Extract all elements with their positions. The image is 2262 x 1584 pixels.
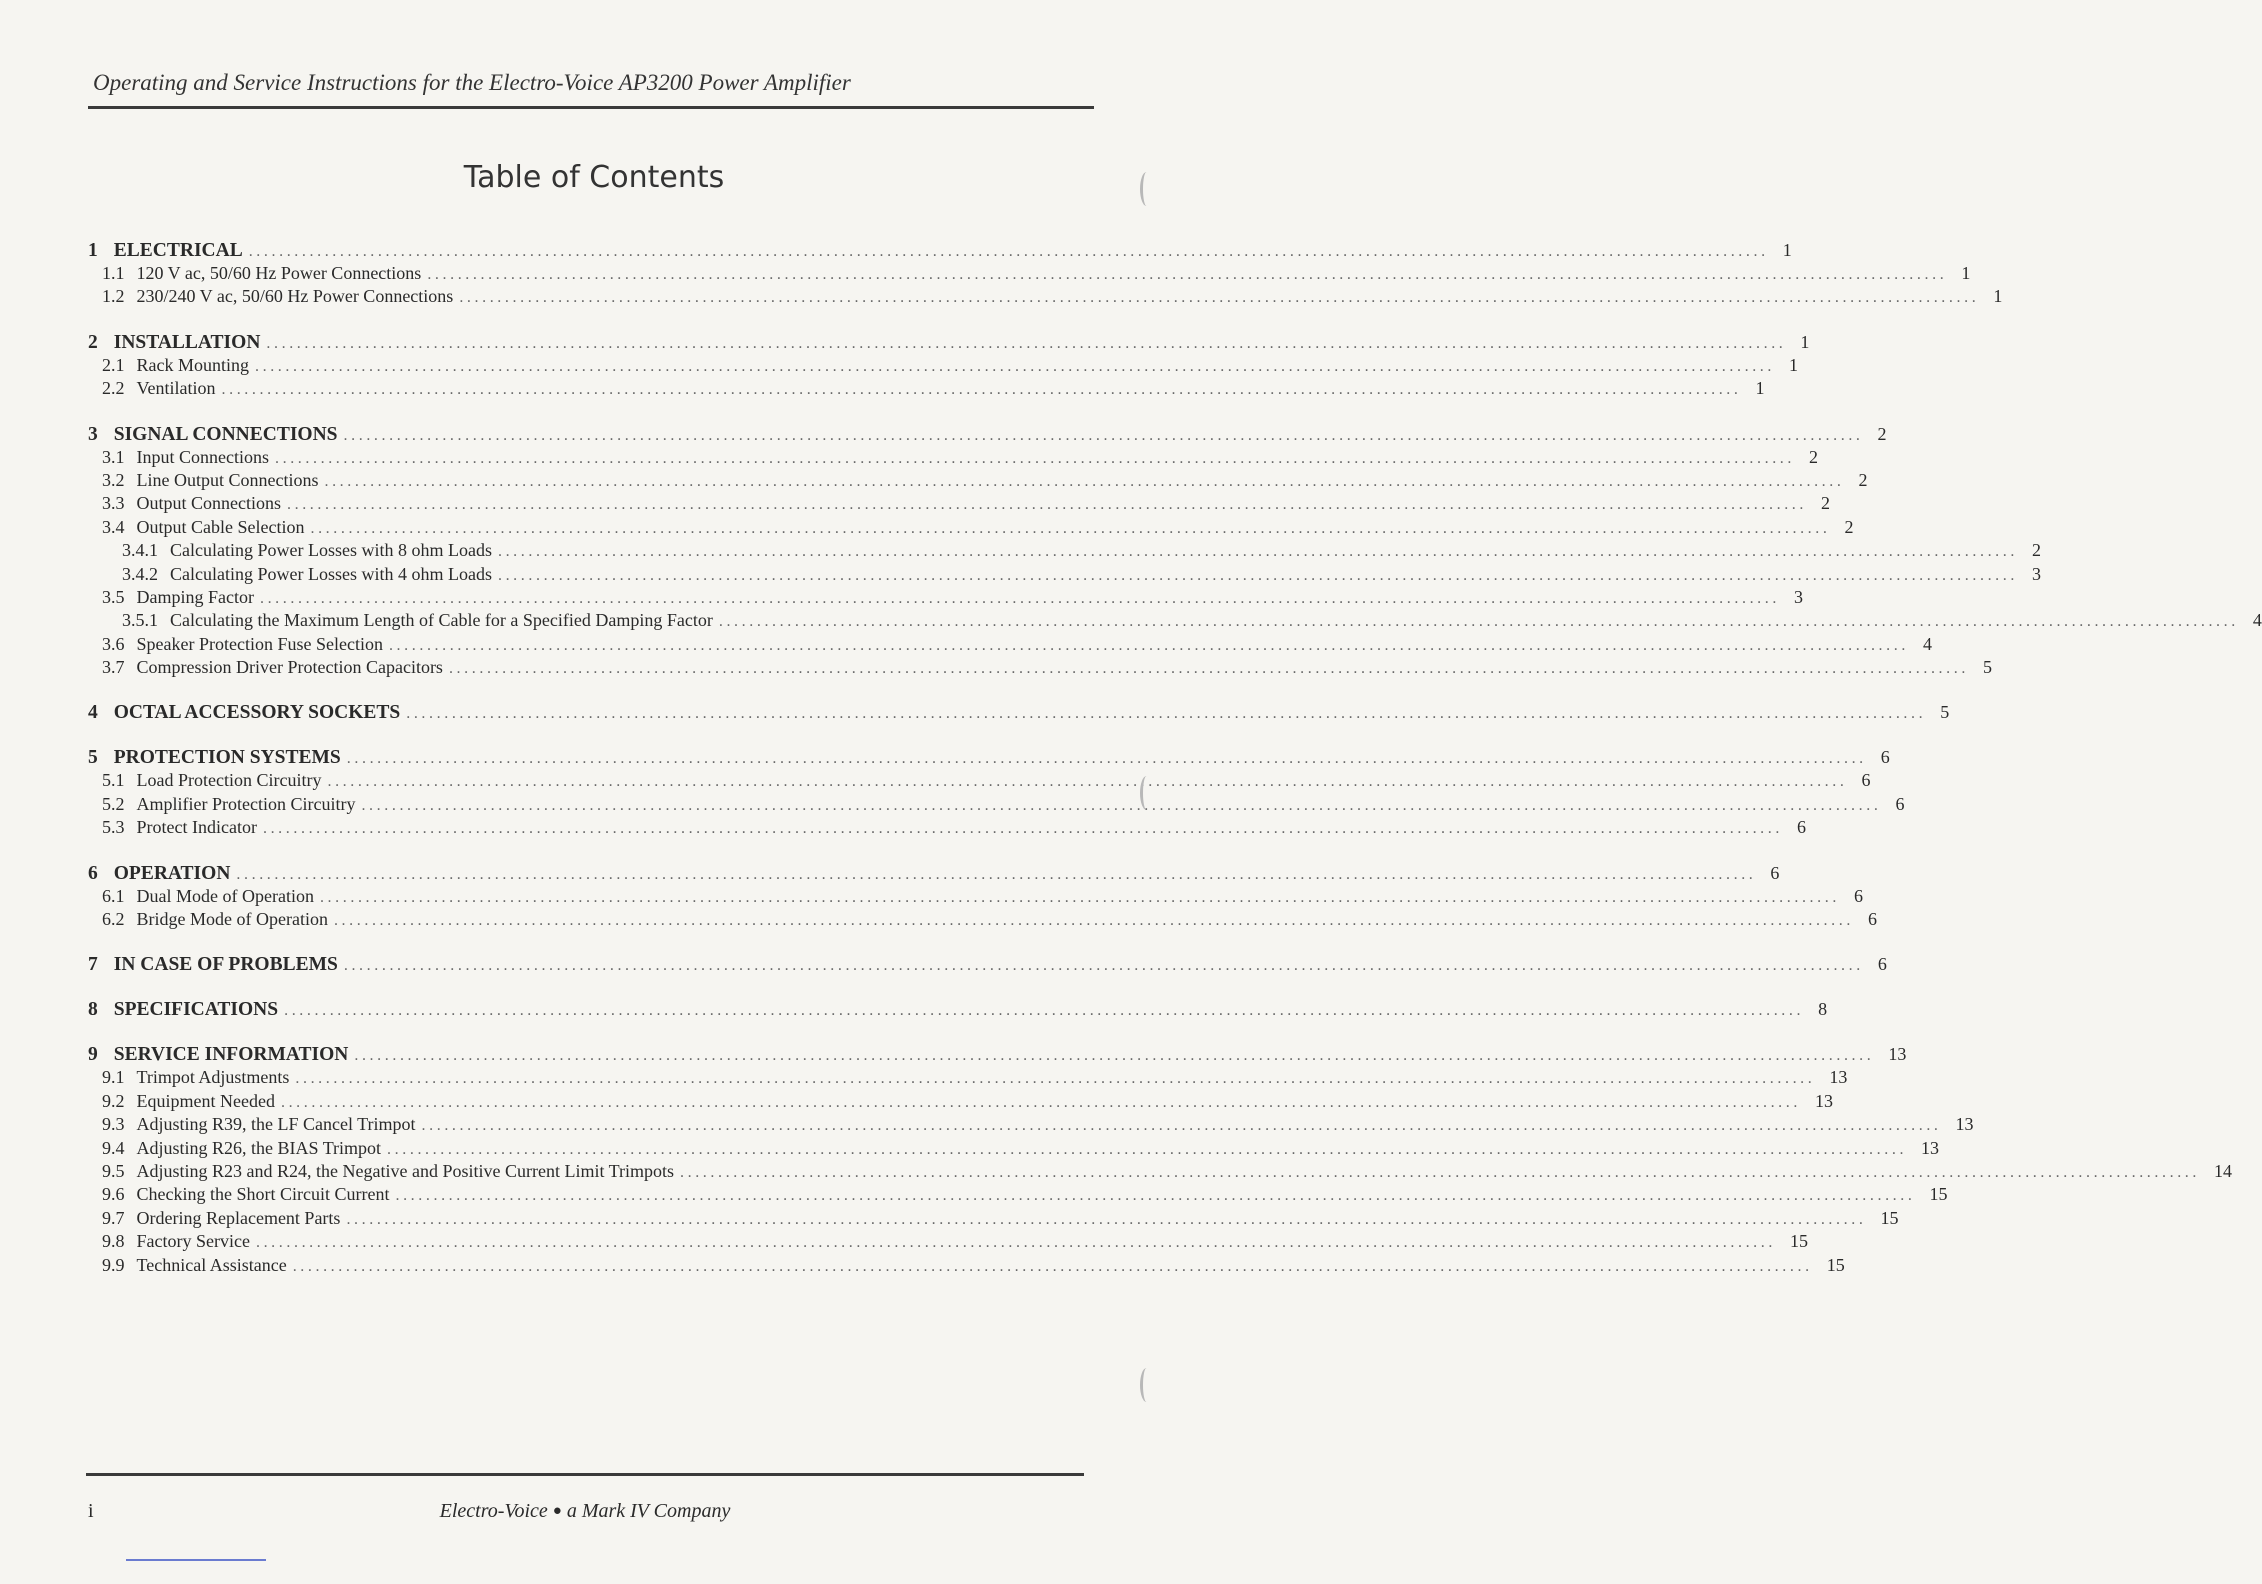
toc-entry-label: Damping Factor — [136, 586, 254, 607]
toc-entry-page: 15 — [1929, 1184, 1948, 1205]
toc-entry-number: 3.4.1 — [122, 540, 158, 561]
toc-entry-label: Protect Indicator — [136, 817, 257, 838]
toc-dot-leader: ........................................................................................................................................................................................................ — [388, 636, 1909, 654]
toc-section-heading — [88, 1042, 1907, 1066]
toc-entry-page: 1 — [1993, 286, 2003, 307]
toc-dot-leader: ........................................................................................................................................................................................................ — [448, 660, 1969, 678]
toc-entry-label: Line Output Connections — [136, 469, 319, 490]
toc-entry-page: 2 — [1858, 469, 1868, 490]
toc-entry-page: 4 — [2252, 610, 2262, 631]
toc-entry-page: 6 — [1880, 747, 1890, 768]
toc-entry-label: Calculating Power Losses with 8 ohm Loads — [170, 540, 492, 561]
toc-dot-leader: ........................................................................................................................................................................................................ — [459, 289, 1980, 307]
toc-entry-number: 3.5.1 — [122, 610, 158, 631]
toc-dot-leader: ........................................................................................................................................................................................................ — [346, 750, 1867, 768]
toc-entry-label: INSTALLATION — [113, 331, 261, 353]
toc-dot-leader: ........................................................................................................................................................................................................ — [292, 1257, 1813, 1275]
toc-dot-leader: ........................................................................................................................................................................................................ — [275, 449, 1795, 467]
toc-entry-page: 6 — [1853, 885, 1863, 906]
toc-entry-number: 9.1 — [102, 1067, 125, 1088]
toc-entry-label: OCTAL ACCESSORY SOCKETS — [113, 702, 401, 724]
toc-entry-label: Adjusting R26, the BIAS Trimpot — [136, 1137, 382, 1158]
toc-entry-number: 8 — [88, 999, 98, 1021]
toc-entry — [88, 1183, 1948, 1206]
toc-dot-leader: ........................................................................................................................................................................................................ — [262, 820, 1783, 838]
toc-dot-leader: ........................................................................................................................................................................................................ — [259, 589, 1780, 607]
toc-entry-number: 3.4 — [102, 516, 125, 537]
footer-company-right: a Mark IV Company — [566, 1500, 731, 1522]
toc-entry-label: Input Connections — [136, 446, 269, 467]
toc-entry-number: 9.3 — [102, 1114, 125, 1135]
toc-dot-leader: ........................................................................................................................................................................................................ — [248, 243, 1769, 260]
header-rule — [88, 106, 1094, 109]
toc-dot-leader: ........................................................................................................................................................................................................ — [387, 1140, 1908, 1158]
toc-entry-number: 5.3 — [102, 817, 125, 838]
toc-dot-leader: ........................................................................................................................................................................................................ — [354, 1047, 1875, 1065]
toc-entry-page: 1 — [1961, 263, 1971, 283]
toc-entry-number: 3.4.2 — [122, 563, 158, 584]
toc-section-heading — [88, 238, 1792, 262]
toc-dot-leader: ........................................................................................................................................................................................................ — [280, 1093, 1801, 1111]
toc-entry-label: Calculating the Maximum Length of Cable for a Specified Damping Factor — [170, 610, 713, 631]
toc-dot-leader: ........................................................................................................................................................................................................ — [327, 773, 1848, 791]
toc-entry-page: 6 — [1770, 862, 1780, 883]
toc-entry — [88, 908, 1877, 931]
toc-section-heading — [88, 952, 1887, 976]
toc-dot-leader: ........................................................................................................................................................................................................ — [255, 1234, 1776, 1252]
toc-entry-page: 15 — [1880, 1207, 1899, 1228]
toc-entry-label: PROTECTION SYSTEMS — [113, 747, 341, 769]
toc-entry-label: Technical Assistance — [136, 1254, 287, 1275]
toc-entry-number: 6.1 — [102, 885, 125, 906]
footer-company-left: Electro-Voice — [439, 1500, 548, 1522]
toc-dot-leader: ........................................................................................................................................................................................................ — [421, 1117, 1942, 1135]
toc-entry — [88, 469, 1868, 492]
toc-entry-page: 6 — [1895, 793, 1905, 814]
toc-entry-label: SPECIFICATIONS — [113, 999, 279, 1021]
toc-entry-label: Bridge Mode of Operation — [136, 909, 328, 930]
toc-entry — [88, 586, 1803, 609]
toc-entry-label: ELECTRICAL — [113, 240, 243, 261]
toc-entry-number: 2.2 — [102, 378, 125, 399]
toc-dot-leader: ........................................................................................................................................................................................................ — [287, 496, 1807, 514]
toc-entry-number: 3.6 — [102, 633, 125, 654]
toc-dot-leader: ........................................................................................................................................................................................................ — [319, 888, 1840, 906]
toc-entry — [88, 262, 1971, 285]
toc-dot-leader: ........................................................................................................................................................................................................ — [361, 796, 1882, 814]
toc-entry-number: 1.1 — [102, 263, 125, 283]
toc-entry — [88, 1090, 1833, 1113]
toc-entry-page: 1 — [1789, 354, 1798, 375]
toc-entry-page: 13 — [1955, 1114, 1974, 1135]
toc-entry-page: 13 — [1921, 1137, 1940, 1158]
toc-entry — [88, 1066, 1848, 1089]
scan-artifact-line — [126, 1559, 266, 1561]
toc-dot-leader: ........................................................................................................................................................................................................ — [497, 566, 2018, 584]
toc-entry-label: Ventilation — [136, 378, 216, 399]
toc-dot-leader: ........................................................................................................................................................................................................ — [324, 472, 1845, 490]
toc-entry-number: 6 — [88, 862, 98, 884]
toc-section — [88, 997, 1828, 1021]
toc-entry-number: 4 — [88, 702, 98, 724]
toc-entry-page: 6 — [1861, 770, 1871, 791]
toc-entry-number: 3.1 — [102, 446, 125, 467]
toc-entry-page: 6 — [1796, 817, 1806, 838]
toc-entry-number: 9.9 — [102, 1254, 125, 1275]
toc-entry-label: Factory Service — [136, 1231, 250, 1252]
toc-entry-number: 3.3 — [102, 493, 125, 514]
toc-entry-label: Load Protection Circuitry — [136, 770, 322, 791]
toc-entry — [88, 539, 2041, 562]
toc-entry — [88, 285, 2003, 308]
toc-entry — [88, 793, 1905, 816]
toc-entry-page: 1 — [1782, 240, 1792, 260]
toc-dot-leader: ........................................................................................................................................................................................................ — [346, 1210, 1867, 1228]
toc-entry-label: Equipment Needed — [136, 1090, 275, 1111]
toc-entry-label: 120 V ac, 50/60 Hz Power Connections — [136, 263, 422, 283]
binding-hole-mark — [1140, 776, 1153, 810]
toc-entry-label: Output Connections — [136, 493, 281, 514]
running-header: Operating and Service Instructions for the Electro-Voice AP3200 Power Amplifier — [93, 70, 851, 95]
toc-entry-page: 14 — [2214, 1160, 2232, 1181]
toc-entry-page: 4 — [1922, 633, 1932, 654]
toc-entry-page: 15 — [1826, 1254, 1845, 1275]
toc-entry-label: Adjusting R23 and R24, the Negative and Positive Current Limit Trimpots — [136, 1160, 674, 1181]
toc-dot-leader: ........................................................................................................................................................................................................ — [221, 381, 1742, 399]
toc-entry-label: Dual Mode of Operation — [136, 885, 314, 906]
toc-entry-page: 13 — [1829, 1067, 1848, 1088]
toc-section — [88, 422, 2262, 680]
toc-entry-page: 6 — [1877, 954, 1887, 975]
toc-entry-number: 1.2 — [102, 286, 125, 307]
toc-entry-number: 5 — [88, 747, 98, 769]
toc-section-heading — [88, 861, 1780, 885]
toc-entry-page: 8 — [1818, 999, 1828, 1020]
toc-dot-leader: ........................................................................................................................................................................................................ — [266, 334, 1787, 352]
toc-entry-label: SIGNAL CONNECTIONS — [113, 423, 338, 445]
binding-hole-mark — [1140, 1368, 1153, 1402]
toc-entry-number: 5.2 — [102, 793, 125, 814]
toc-dot-leader: ........................................................................................................................................................................................................ — [310, 519, 1831, 537]
toc-entry — [88, 885, 1863, 908]
toc-entry — [88, 1230, 1808, 1253]
toc-entry — [88, 656, 1992, 679]
toc-dot-leader: ........................................................................................................................................................................................................ — [395, 1187, 1916, 1205]
toc-entry-number: 9.7 — [102, 1207, 125, 1228]
footer-rule — [86, 1473, 1084, 1476]
toc-dot-leader: ........................................................................................................................................................................................................ — [497, 543, 2018, 561]
toc-entry-page: 2 — [1877, 423, 1887, 444]
toc-entry-page: 2 — [1844, 516, 1854, 537]
toc-section — [88, 700, 1950, 724]
toc-entry — [88, 516, 1854, 539]
toc-entry-label: Trimpot Adjustments — [136, 1067, 290, 1088]
toc-entry-page: 1 — [1755, 378, 1765, 399]
toc-entry-number: 3.5 — [102, 586, 125, 607]
toc-entry-number: 2 — [88, 331, 98, 353]
toc-entry-number: 1 — [88, 240, 98, 261]
toc-dot-leader: ........................................................................................................................................................................................................ — [427, 266, 1948, 283]
toc-entry-label: Checking the Short Circuit Current — [136, 1184, 390, 1205]
toc-entry — [88, 1254, 1845, 1277]
toc-dot-leader: ........................................................................................................................................................................................................ — [295, 1070, 1816, 1088]
toc-entry-page: 15 — [1789, 1231, 1808, 1252]
toc-entry — [88, 609, 2262, 632]
toc-entry — [88, 354, 1798, 377]
toc-dot-leader: ........................................................................................................................................................................................................ — [406, 705, 1927, 723]
toc-section — [88, 861, 1877, 932]
toc-section-heading — [88, 330, 1810, 354]
binding-hole-mark — [1140, 172, 1153, 206]
toc-entry-number: 9.2 — [102, 1090, 125, 1111]
toc-entry — [88, 1113, 1974, 1136]
toc-entry-page: 6 — [1867, 909, 1877, 930]
toc-entry-label: Calculating Power Losses with 4 ohm Loads — [170, 563, 492, 584]
toc-entry-page: 5 — [1940, 702, 1950, 723]
toc-entry-label: Ordering Replacement Parts — [136, 1207, 341, 1228]
toc-entry-label: Rack Mounting — [136, 354, 249, 375]
toc-section — [88, 330, 1810, 401]
footer-company — [0, 1500, 1170, 1523]
toc-dot-leader: ........................................................................................................................................................................................................ — [343, 426, 1864, 444]
toc-section-heading — [88, 700, 1950, 724]
toc-entry-label: SERVICE INFORMATION — [113, 1044, 349, 1066]
toc-entry-label: Speaker Protection Fuse Selection — [136, 633, 383, 654]
toc-entry-label: OPERATION — [113, 862, 231, 884]
toc-entry — [88, 1207, 1899, 1230]
toc-entry-number: 9 — [88, 1044, 98, 1066]
toc-entry-label: IN CASE OF PROBLEMS — [113, 954, 338, 976]
toc-entry-page: 3 — [2031, 563, 2041, 584]
toc-entry-number: 3 — [88, 423, 98, 445]
toc-entry — [88, 1160, 2232, 1183]
footer-page-number: i — [88, 1500, 94, 1522]
toc-dot-leader: ........................................................................................................................................................................................................ — [343, 957, 1864, 975]
footer-separator: ● — [552, 1503, 562, 1519]
toc-entry-number: 3.2 — [102, 469, 125, 490]
toc-dot-leader: ........................................................................................................................................................................................................ — [255, 357, 1775, 375]
toc-entry-page: 13 — [1888, 1044, 1907, 1065]
toc-dot-leader: ........................................................................................................................................................................................................ — [680, 1163, 2200, 1181]
toc-entry — [88, 377, 1765, 400]
toc-entry — [88, 816, 1806, 839]
toc-dot-leader: ........................................................................................................................................................................................................ — [718, 613, 2239, 631]
toc-entry-page: 5 — [1982, 657, 1992, 678]
toc-entry-page: 1 — [1800, 331, 1810, 352]
toc-dot-leader: ........................................................................................................................................................................................................ — [236, 865, 1757, 883]
toc-entry-number: 3.7 — [102, 657, 125, 678]
toc-dot-leader: ........................................................................................................................................................................................................ — [284, 1002, 1805, 1020]
toc-entry-page: 2 — [1821, 493, 1830, 514]
toc-entry — [88, 633, 1932, 656]
table-of-contents — [88, 238, 2262, 1298]
toc-section-heading — [88, 997, 1828, 1021]
toc-section — [88, 238, 2003, 309]
toc-entry-page: 2 — [2031, 540, 2041, 561]
toc-entry — [88, 563, 2041, 586]
toc-section — [88, 745, 1905, 839]
toc-section-heading — [88, 422, 1887, 446]
toc-entry-number: 6.2 — [102, 909, 125, 930]
toc-entry-number: 9.8 — [102, 1231, 125, 1252]
toc-entry — [88, 492, 1830, 515]
toc-entry-page: 3 — [1793, 586, 1803, 607]
toc-entry-number: 9.5 — [102, 1160, 125, 1181]
toc-entry-label: Adjusting R39, the LF Cancel Trimpot — [136, 1114, 416, 1135]
toc-entry — [88, 769, 1871, 792]
toc-entry-number: 5.1 — [102, 770, 125, 791]
toc-section — [88, 1042, 2232, 1277]
toc-section — [88, 952, 1887, 976]
toc-entry-number: 7 — [88, 954, 98, 976]
toc-entry-number: 2.1 — [102, 354, 125, 375]
toc-entry-number: 9.6 — [102, 1184, 125, 1205]
toc-entry-page: 13 — [1814, 1090, 1833, 1111]
toc-entry-label: Output Cable Selection — [136, 516, 305, 537]
page-title: Table of Contents — [463, 160, 725, 195]
toc-entry — [88, 1137, 1940, 1160]
toc-section-heading — [88, 745, 1890, 769]
toc-entry-label: 230/240 V ac, 50/60 Hz Power Connections — [136, 286, 454, 307]
toc-dot-leader: ........................................................................................................................................................................................................ — [333, 912, 1854, 930]
toc-entry-number: 9.4 — [102, 1137, 125, 1158]
toc-entry-label: Compression Driver Protection Capacitors — [136, 657, 443, 678]
toc-entry-page: 2 — [1809, 446, 1818, 467]
toc-entry-label: Amplifier Protection Circuitry — [136, 793, 356, 814]
toc-entry — [88, 446, 1818, 469]
